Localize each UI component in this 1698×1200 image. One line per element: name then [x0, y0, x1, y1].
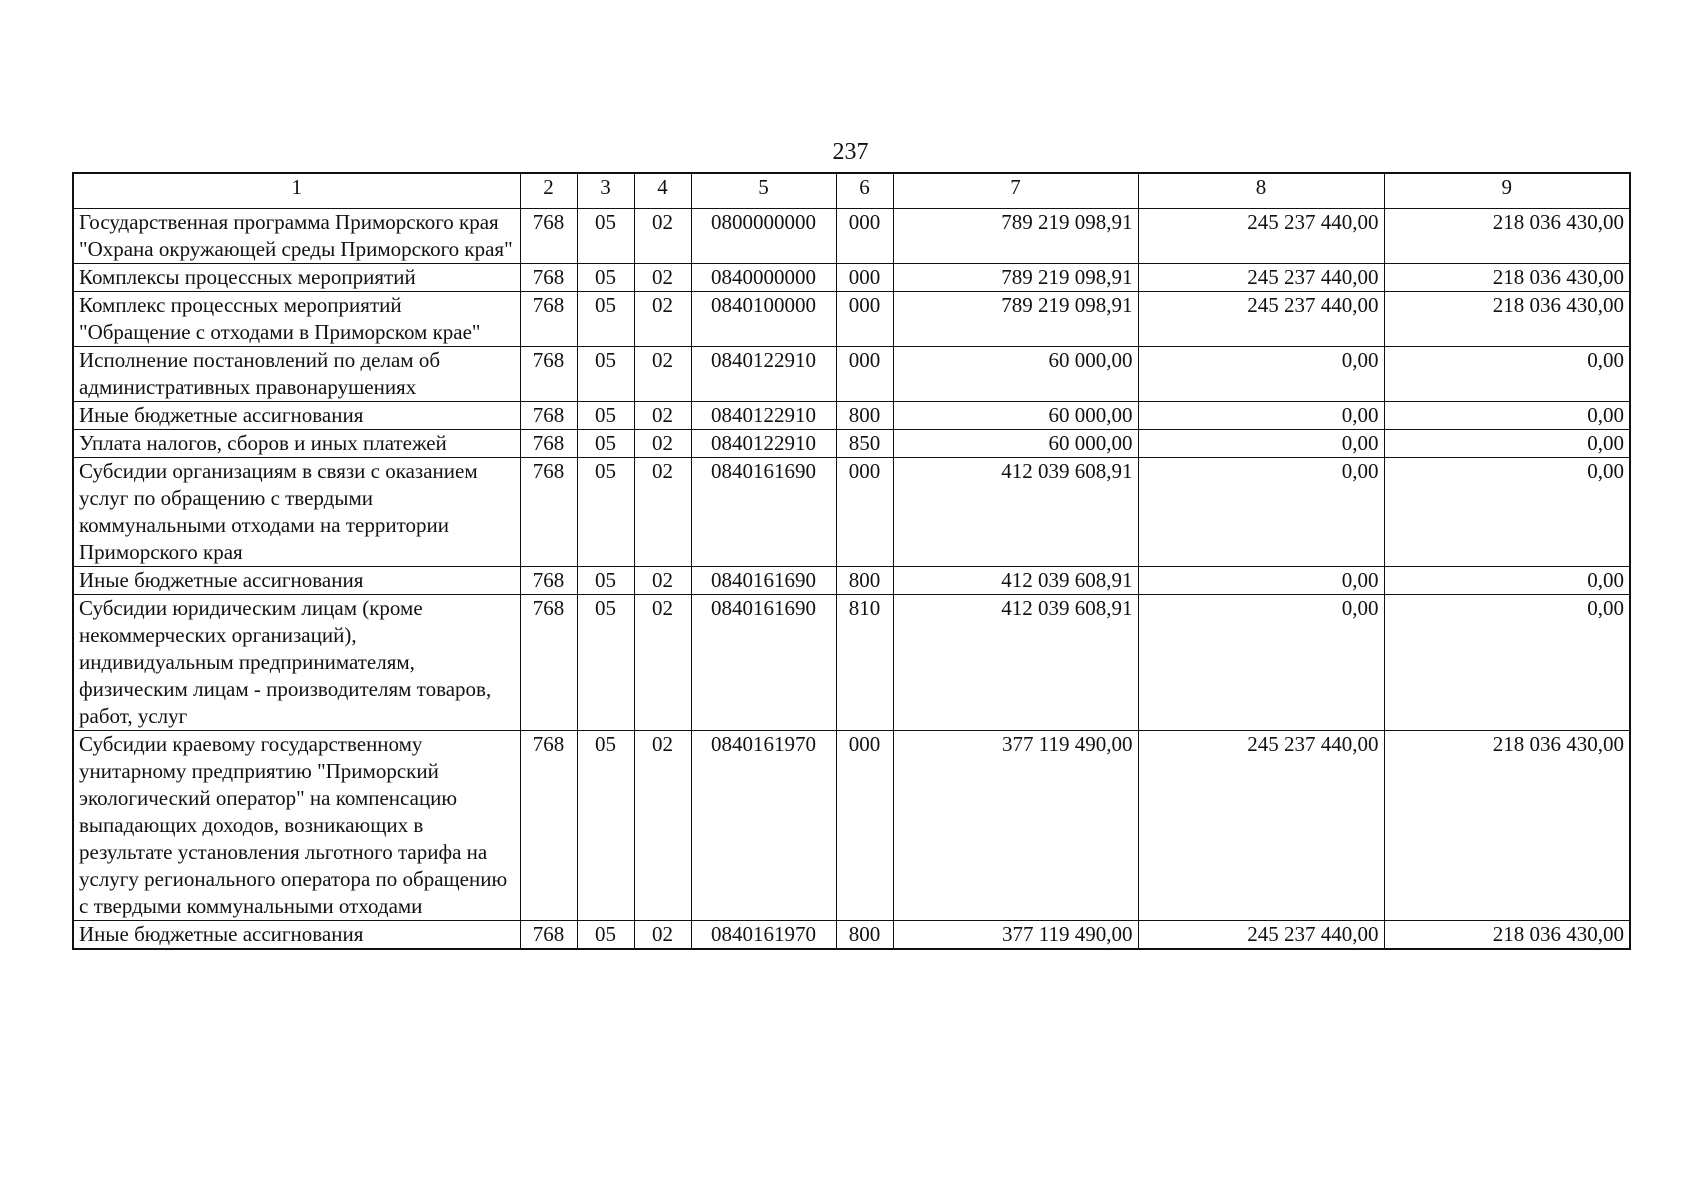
section-code-cell: 05: [577, 264, 634, 292]
section-code-cell: 05: [577, 921, 634, 950]
section-code-cell: 05: [577, 292, 634, 347]
amount-col7-cell: 789 219 098,91: [893, 292, 1138, 347]
amount-col9-cell: 218 036 430,00: [1384, 921, 1630, 950]
table-row: [73, 402, 1630, 430]
subsection-code-cell: 02: [634, 731, 691, 921]
table-row: [73, 567, 1630, 595]
amount-col8-cell: 0,00: [1138, 430, 1384, 458]
table-row: [73, 731, 1630, 921]
target-article-cell: 0840122910: [691, 347, 836, 402]
section-code-cell: 05: [577, 567, 634, 595]
expense-type-cell: 800: [836, 921, 893, 950]
section-code-cell: 05: [577, 209, 634, 264]
expense-type-cell: 000: [836, 292, 893, 347]
column-header: 1: [73, 173, 520, 209]
expense-type-cell: 800: [836, 402, 893, 430]
table-row: [73, 264, 1630, 292]
amount-col8-cell: 245 237 440,00: [1138, 292, 1384, 347]
amount-col9-cell: 218 036 430,00: [1384, 209, 1630, 264]
item-name-cell: Иные бюджетные ассигнования: [73, 402, 520, 430]
admin-code-cell: 768: [520, 430, 577, 458]
admin-code-cell: 768: [520, 347, 577, 402]
amount-col8-cell: 0,00: [1138, 347, 1384, 402]
item-name-cell: Исполнение постановлений по делам об административных правонарушениях: [73, 347, 520, 402]
expense-type-cell: 000: [836, 209, 893, 264]
amount-col8-cell: 245 237 440,00: [1138, 921, 1384, 950]
admin-code-cell: 768: [520, 921, 577, 950]
header-row: [73, 173, 1630, 209]
column-header: 6: [836, 173, 893, 209]
subsection-code-cell: 02: [634, 921, 691, 950]
amount-col7-cell: 412 039 608,91: [893, 458, 1138, 567]
admin-code-cell: 768: [520, 292, 577, 347]
admin-code-cell: 768: [520, 731, 577, 921]
admin-code-cell: 768: [520, 567, 577, 595]
item-name-cell: Комплекс процессных мероприятий "Обращение с отходами в Приморском крае": [73, 292, 520, 347]
column-header: 2: [520, 173, 577, 209]
amount-col7-cell: 412 039 608,91: [893, 595, 1138, 731]
amount-col8-cell: 0,00: [1138, 402, 1384, 430]
amount-col9-cell: 0,00: [1384, 595, 1630, 731]
expense-type-cell: 000: [836, 347, 893, 402]
table-row: [73, 921, 1630, 950]
amount-col8-cell: 245 237 440,00: [1138, 209, 1384, 264]
table-row: [73, 458, 1630, 567]
table-row: [73, 347, 1630, 402]
amount-col8-cell: 0,00: [1138, 567, 1384, 595]
section-code-cell: 05: [577, 731, 634, 921]
subsection-code-cell: 02: [634, 567, 691, 595]
section-code-cell: 05: [577, 595, 634, 731]
amount-col7-cell: 789 219 098,91: [893, 209, 1138, 264]
target-article-cell: 0840122910: [691, 402, 836, 430]
amount-col7-cell: 412 039 608,91: [893, 567, 1138, 595]
page-number: 237: [832, 139, 869, 165]
admin-code-cell: 768: [520, 264, 577, 292]
amount-col8-cell: 0,00: [1138, 595, 1384, 731]
item-name-cell: Субсидии юридическим лицам (кроме некоммерческих организаций), индивидуальным предпринимателям, физическим лицам - производителям товаров, работ, услуг: [73, 595, 520, 731]
section-code-cell: 05: [577, 458, 634, 567]
section-code-cell: 05: [577, 402, 634, 430]
amount-col9-cell: 0,00: [1384, 347, 1630, 402]
item-name-cell: Комплексы процессных мероприятий: [73, 264, 520, 292]
expense-type-cell: 800: [836, 567, 893, 595]
amount-col7-cell: 377 119 490,00: [893, 731, 1138, 921]
column-header: 3: [577, 173, 634, 209]
admin-code-cell: 768: [520, 402, 577, 430]
subsection-code-cell: 02: [634, 595, 691, 731]
column-header: 5: [691, 173, 836, 209]
subsection-code-cell: 02: [634, 209, 691, 264]
amount-col7-cell: 377 119 490,00: [893, 921, 1138, 950]
subsection-code-cell: 02: [634, 264, 691, 292]
expense-type-cell: 000: [836, 731, 893, 921]
amount-col7-cell: 60 000,00: [893, 430, 1138, 458]
subsection-code-cell: 02: [634, 430, 691, 458]
target-article-cell: 0840122910: [691, 430, 836, 458]
section-code-cell: 05: [577, 430, 634, 458]
admin-code-cell: 768: [520, 209, 577, 264]
budget-table: [72, 172, 1631, 950]
target-article-cell: 0840161970: [691, 731, 836, 921]
section-code-cell: 05: [577, 347, 634, 402]
item-name-cell: Субсидии организациям в связи с оказанием услуг по обращению с твердыми коммунальными отходами на территории Приморского края: [73, 458, 520, 567]
admin-code-cell: 768: [520, 595, 577, 731]
amount-col8-cell: 0,00: [1138, 458, 1384, 567]
amount-col8-cell: 245 237 440,00: [1138, 264, 1384, 292]
expense-type-cell: 000: [836, 458, 893, 567]
target-article-cell: 0840161690: [691, 567, 836, 595]
table-row: [73, 430, 1630, 458]
column-header: 7: [893, 173, 1138, 209]
target-article-cell: 0800000000: [691, 209, 836, 264]
expense-type-cell: 810: [836, 595, 893, 731]
target-article-cell: 0840161970: [691, 921, 836, 950]
item-name-cell: Уплата налогов, сборов и иных платежей: [73, 430, 520, 458]
subsection-code-cell: 02: [634, 402, 691, 430]
expense-type-cell: 850: [836, 430, 893, 458]
table-row: [73, 595, 1630, 731]
subsection-code-cell: 02: [634, 458, 691, 567]
item-name-cell: Иные бюджетные ассигнования: [73, 567, 520, 595]
table-body: [73, 209, 1630, 950]
amount-col7-cell: 60 000,00: [893, 402, 1138, 430]
amount-col7-cell: 60 000,00: [893, 347, 1138, 402]
expense-type-cell: 000: [836, 264, 893, 292]
column-header: 8: [1138, 173, 1384, 209]
amount-col9-cell: 218 036 430,00: [1384, 292, 1630, 347]
amount-col9-cell: 218 036 430,00: [1384, 264, 1630, 292]
item-name-cell: Иные бюджетные ассигнования: [73, 921, 520, 950]
amount-col9-cell: 0,00: [1384, 430, 1630, 458]
admin-code-cell: 768: [520, 458, 577, 567]
amount-col9-cell: 0,00: [1384, 458, 1630, 567]
amount-col8-cell: 245 237 440,00: [1138, 731, 1384, 921]
amount-col9-cell: 0,00: [1384, 402, 1630, 430]
target-article-cell: 0840161690: [691, 458, 836, 567]
column-header: 4: [634, 173, 691, 209]
amount-col7-cell: 789 219 098,91: [893, 264, 1138, 292]
column-header: 9: [1384, 173, 1630, 209]
subsection-code-cell: 02: [634, 292, 691, 347]
target-article-cell: 0840100000: [691, 292, 836, 347]
amount-col9-cell: 218 036 430,00: [1384, 731, 1630, 921]
target-article-cell: 0840161690: [691, 595, 836, 731]
table-row: [73, 209, 1630, 264]
table-row: [73, 292, 1630, 347]
amount-col9-cell: 0,00: [1384, 567, 1630, 595]
item-name-cell: Государственная программа Приморского края "Охрана окружающей среды Приморского края": [73, 209, 520, 264]
target-article-cell: 0840000000: [691, 264, 836, 292]
item-name-cell: Субсидии краевому государственному унитарному предприятию "Приморский экологический оператор" на компенсацию выпадающих доходов, возникающих в результате установления льготного тарифа на услугу регионального оператора по обращению с твердыми коммунальными отходами: [73, 731, 520, 921]
subsection-code-cell: 02: [634, 347, 691, 402]
